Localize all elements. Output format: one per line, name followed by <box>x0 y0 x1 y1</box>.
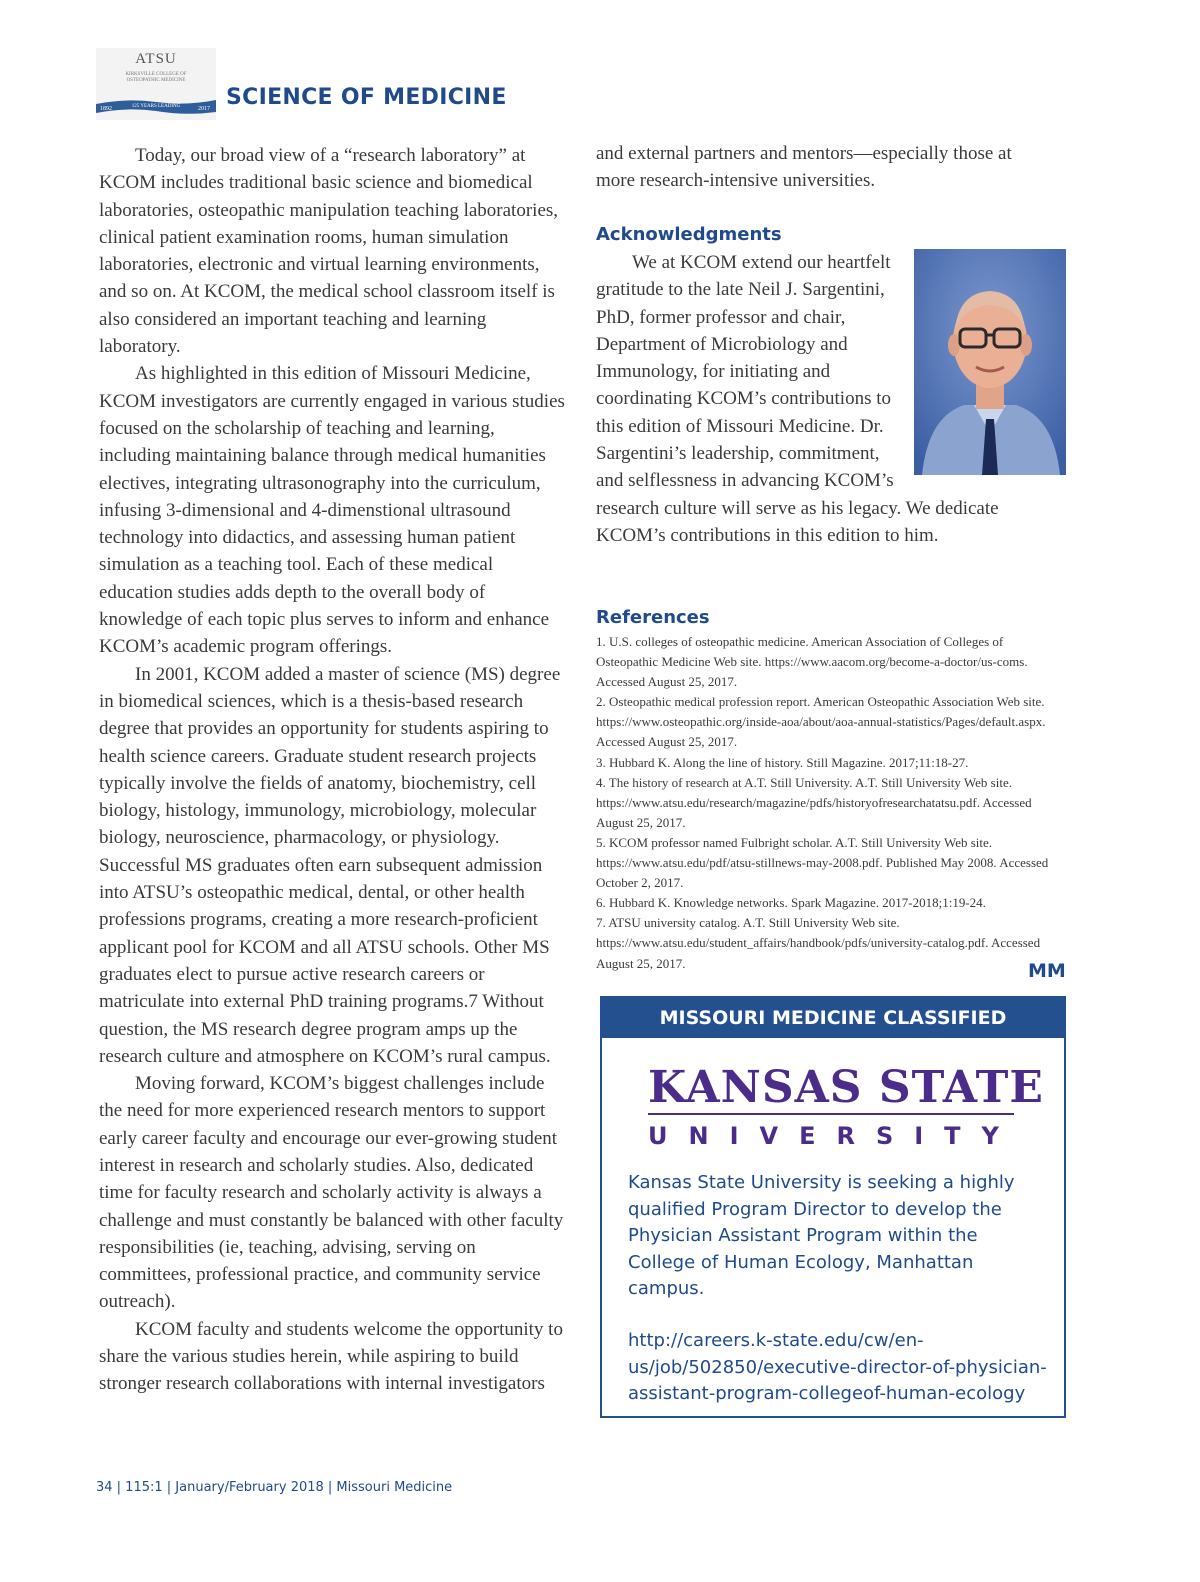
section-title: SCIENCE OF MEDICINE <box>226 85 507 110</box>
ksu-logo-name: KANSAS STATE <box>648 1062 1044 1113</box>
ksu-logo-rule <box>648 1113 1014 1115</box>
reference-item: 5. KCOM professor named Fulbright scholar. A.T. Still University Web site. https://www.atsu.edu/pdf/atsu-stillnews-may-2008.pdf. Published May 2008. Accessed October 2, 2017. <box>596 834 1049 891</box>
portrait-photo <box>914 249 1066 475</box>
acknowledgments-heading: Acknowledgments <box>596 224 782 245</box>
reference-item: 6. Hubbard K. Knowledge networks. Spark Magazine. 2017-2018;1:19-24. <box>596 895 986 911</box>
references-heading: References <box>596 607 710 628</box>
logo-year-end: 2017 <box>198 106 210 112</box>
references-list <box>596 632 1066 974</box>
classified-ad <box>600 996 1066 1418</box>
page-footer: 34 | 115:1 | January/February 2018 | Missouri Medicine <box>96 1480 453 1495</box>
classified-link[interactable]: http://careers.k-state.edu/cw/en-us/job/502850/executive-director-of-physician-assistant-program-collegeof-human-ecology <box>628 1330 1047 1404</box>
classified-title: MISSOURI MEDICINE CLASSIFIED <box>602 998 1064 1038</box>
article-paragraph-5: KCOM faculty and students welcome the opportunity to share the various studies herein, while aspiring to build stronger research collaborations with internal investigators <box>99 1318 563 1395</box>
reference-item: 2. Osteopathic medical profession report. American Osteopathic Association Web site. https://www.osteopathic.org/inside-aoa/about/aoa-annual-statistics/Pages/default.aspx. Accessed August 25, 2017. <box>596 694 1046 750</box>
logo-year-start: 1892 <box>100 106 112 112</box>
logo-banner: 125 YEARS LEADING <box>131 104 181 109</box>
reference-item: 7. ATSU university catalog. A.T. Still University Web site. https://www.atsu.edu/student_affairs/handbook/pdfs/university-catalog.pdf. Accessed August 25, 2017. <box>596 915 1041 971</box>
reference-item: 1. U.S. colleges of osteopathic medicine. American Association of Colleges of Osteopathic Medicine Web site. https://www.aacom.org/become-a-doctor/us-coms. Accessed August 25, 2017. <box>596 634 1028 690</box>
article-right-column <box>596 140 1046 195</box>
article-paragraph-1: Today, our broad view of a “research laboratory” at KCOM includes traditional basic science and biomedical laboratories, osteopathic manipulation teaching laboratories, clinical patient examination rooms, human simulation laboratories, electronic and virtual learning environments, and so on. At KCOM, the medical school classroom itself is also considered an important teaching and learning laboratory. <box>99 145 559 358</box>
logo-college: KIRKSVILLE COLLEGE OF OSTEOPATHIC MEDICINE <box>125 72 187 83</box>
reference-item: 4. The history of research at A.T. Still University. A.T. Still University Web site. https://www.atsu.edu/research/magazine/pdfs/historyofresearchatatsu.pdf. Accessed August 25, 2017. <box>596 774 1032 830</box>
logo-org: ATSU <box>135 51 177 67</box>
ksu-logo-university: UNIVERSITY <box>648 1122 1020 1150</box>
atsu-logo <box>96 48 216 120</box>
end-mark: MM <box>1028 960 1066 982</box>
classified-text: Kansas State University is seeking a highly qualified Program Director to develop the Physician Assistant Program within the College of Human Ecology, Manhattan campus. <box>628 1172 1015 1299</box>
acknowledgments-section <box>596 249 1066 549</box>
article-paragraph-4: Moving forward, KCOM’s biggest challenges include the need for more experienced research mentors to support early career faculty and encourage our ever-growing student interest in research and scholarly studies. Also, dedicated time for faculty research and scholarly activity is always a challenge and must constantly be balanced with other faculty responsibilities (ie, teaching, advising, serving on committees, professional practice, and community service outreach). <box>99 1073 564 1313</box>
article-left-column <box>99 142 569 1398</box>
reference-item: 3. Hubbard K. Along the line of history. Still Magazine. 2017;11:18-27. <box>596 754 969 770</box>
acknowledgments-text: We at KCOM extend our heartfelt gratitude to the late Neil J. Sargentini, PhD, former professor and chair, Department of Microbiology and Immunology, for initiating and coordinating KCOM’s contributions to this edition of Missouri Medicine. Dr. Sargentini’s leadership, commitment, and selflessness in advancing KCOM’s research culture will serve as his legacy. We dedicate KCOM’s contributions in this edition to him. <box>596 252 999 546</box>
article-continuation: and external partners and mentors—especially those at more research-intensive universities. <box>596 143 1012 192</box>
article-paragraph-2: As highlighted in this edition of Missouri Medicine, KCOM investigators are currently engaged in various studies focused on the scholarship of teaching and learning, including maintaining balance through medical humanities electives, integrating ultrasonography into the curriculum, infusing 3-dimensional and 4-dimenstional ultrasound technology into didactics, and assessing human patient simulation as a teaching tool. Each of these medical education studies adds depth to the overall body of knowledge of each topic plus serves to inform and enhance KCOM’s academic program offerings. <box>99 363 565 658</box>
article-paragraph-3: In 2001, KCOM added a master of science (MS) degree in biomedical sciences, which is a thesis-based research degree that provides an opportunity for students aspiring to health science careers. Graduate student research projects typically involve the fields of anatomy, biochemistry, cell biology, histology, immunology, microbiology, molecular biology, neuroscience, pharmacology, or physiology. Successful MS graduates often earn subsequent admission into ATSU’s osteopathic medical, dental, or other health professions programs, creating a more research-proficient applicant pool for KCOM and all ATSU schools. Other MS graduates elect to pursue active research careers or matriculate into external PhD training programs.7 Without question, the MS research degree program amps up the research culture and atmosphere on KCOM’s rural campus. <box>99 663 561 1067</box>
